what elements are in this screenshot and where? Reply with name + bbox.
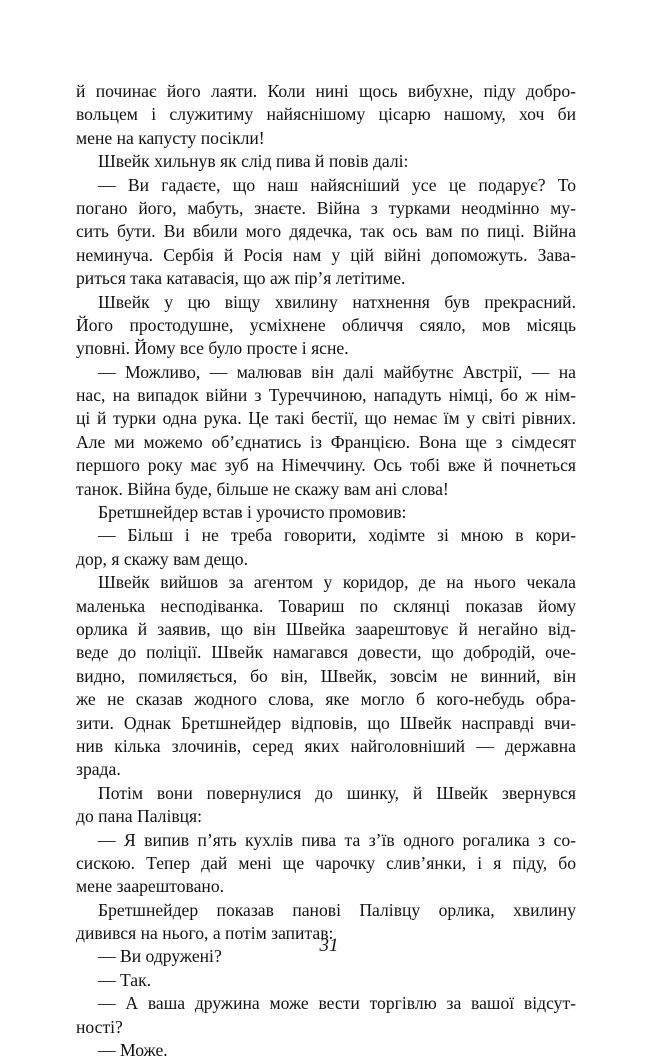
text-line: уповні. Йому все було просте і ясне. — [76, 338, 349, 359]
text-line: нив кілька злочинів, серед яких найголовніший — державна — [76, 735, 576, 756]
text-line: нас, на випадок війни з Туреччиною, нападуть німці, бо ж нім- — [76, 385, 576, 406]
text-line: вольцем і служитиму найяснішому цісарю нашому, хоч би — [76, 104, 576, 125]
text-line: танок. Війна буде, більше не скажу вам ані слова! — [76, 478, 449, 499]
text-line: Швейк у цю віщу хвилину натхнення був прекрасний. — [98, 291, 576, 312]
text-line: зити. Однак Бретшнейдер відповів, що Швейк насправді вчи- — [76, 712, 576, 733]
text-line: першого року має зуб на Німеччину. Ось тобі вже й почнеться — [76, 455, 576, 476]
text-line: орлика й заявив, що він Швейка заарештовує й негайно від- — [76, 618, 576, 639]
text-line: сискою. Тепер дай мені ще чарочку слив’янки, і я піду, бо — [76, 852, 576, 873]
text-line: Потім вони повернулися до шинку, й Швейк звернувся — [98, 782, 576, 803]
text-line: Його простодушне, усміхнене обличчя сяяло, мов місяць — [76, 314, 576, 335]
text-line: Бретшнейдер показав панові Палівцу орлика, хвилину — [98, 899, 576, 920]
text-line: — Ви гадаєте, що наш найясніший усе це подарує? То — [98, 174, 576, 195]
text-line: мене на капусту посікли! — [76, 127, 265, 148]
text-line: Швейк вийшов за агентом у коридор, де на нього чекала — [98, 572, 576, 593]
text-line: дор, я скажу вам дещо. — [76, 548, 249, 569]
text-line: мене заарештовано. — [76, 876, 225, 897]
text-line: Бретшнейдер встав і урочисто промовив: — [98, 502, 407, 523]
text-line: до пана Палівця: — [76, 806, 203, 827]
text-line: зрада. — [76, 759, 121, 780]
text-line: маленька несподіванка. Товариш по склянці показав йому — [76, 595, 576, 616]
text-line: Але ми можемо об’єднатись із Францією. Вона ще з сімдесят — [76, 431, 576, 452]
text-line: — А ваша дружина може вести торгівлю за вашої відсут- — [98, 993, 576, 1014]
text-line: ці й турки одна рука. Це такі бестії, що немає їм у світі рівних. — [76, 408, 576, 429]
text-line: сить бути. Ви вбили мого дядечка, так ось вам по пиці. Війна — [76, 221, 576, 242]
text-line: погано його, мабуть, знаєте. Війна з турками неодмінно му- — [76, 197, 576, 218]
text-line: неминуча. Сербія й Росія нам у цій війні допоможуть. Зава- — [76, 244, 576, 265]
text-line: дивився на нього, а потім запитав: — [76, 923, 334, 944]
text-line: — Я випив п’ять кухлів пива та з’їв одного рогалика з со- — [98, 829, 576, 850]
text-line: риться така катавасія, що аж пір’я летітиме. — [76, 268, 406, 289]
body-text — [76, 80, 576, 1062]
text-line: — Так. — [98, 969, 152, 990]
text-line: — Можливо, — малював він далі майбутнє Австрії, — на — [98, 361, 576, 382]
page-number: 31 — [319, 935, 339, 956]
text-line: — Може. — [98, 1040, 168, 1061]
text-line: же не сказав жодного слова, яке могло б кого-небудь обра- — [76, 689, 576, 710]
text-line: — Більш і не треба говорити, ходімте зі мною в кори- — [98, 525, 576, 546]
text-line: — Ви одружені? — [98, 946, 222, 967]
text-line: видно, помиляється, бо він, Швейк, зовсім не винний, він — [76, 665, 576, 686]
text-line: ності? — [76, 1016, 123, 1037]
text-line: Швейк хильнув як слід пива й повів далі: — [98, 151, 409, 172]
text-line: веде до поліції. Швейк намагався довести, що добродій, оче- — [76, 642, 576, 663]
text-line: й починає його лаяти. Коли нині щось вибухне, піду добро- — [76, 81, 576, 101]
